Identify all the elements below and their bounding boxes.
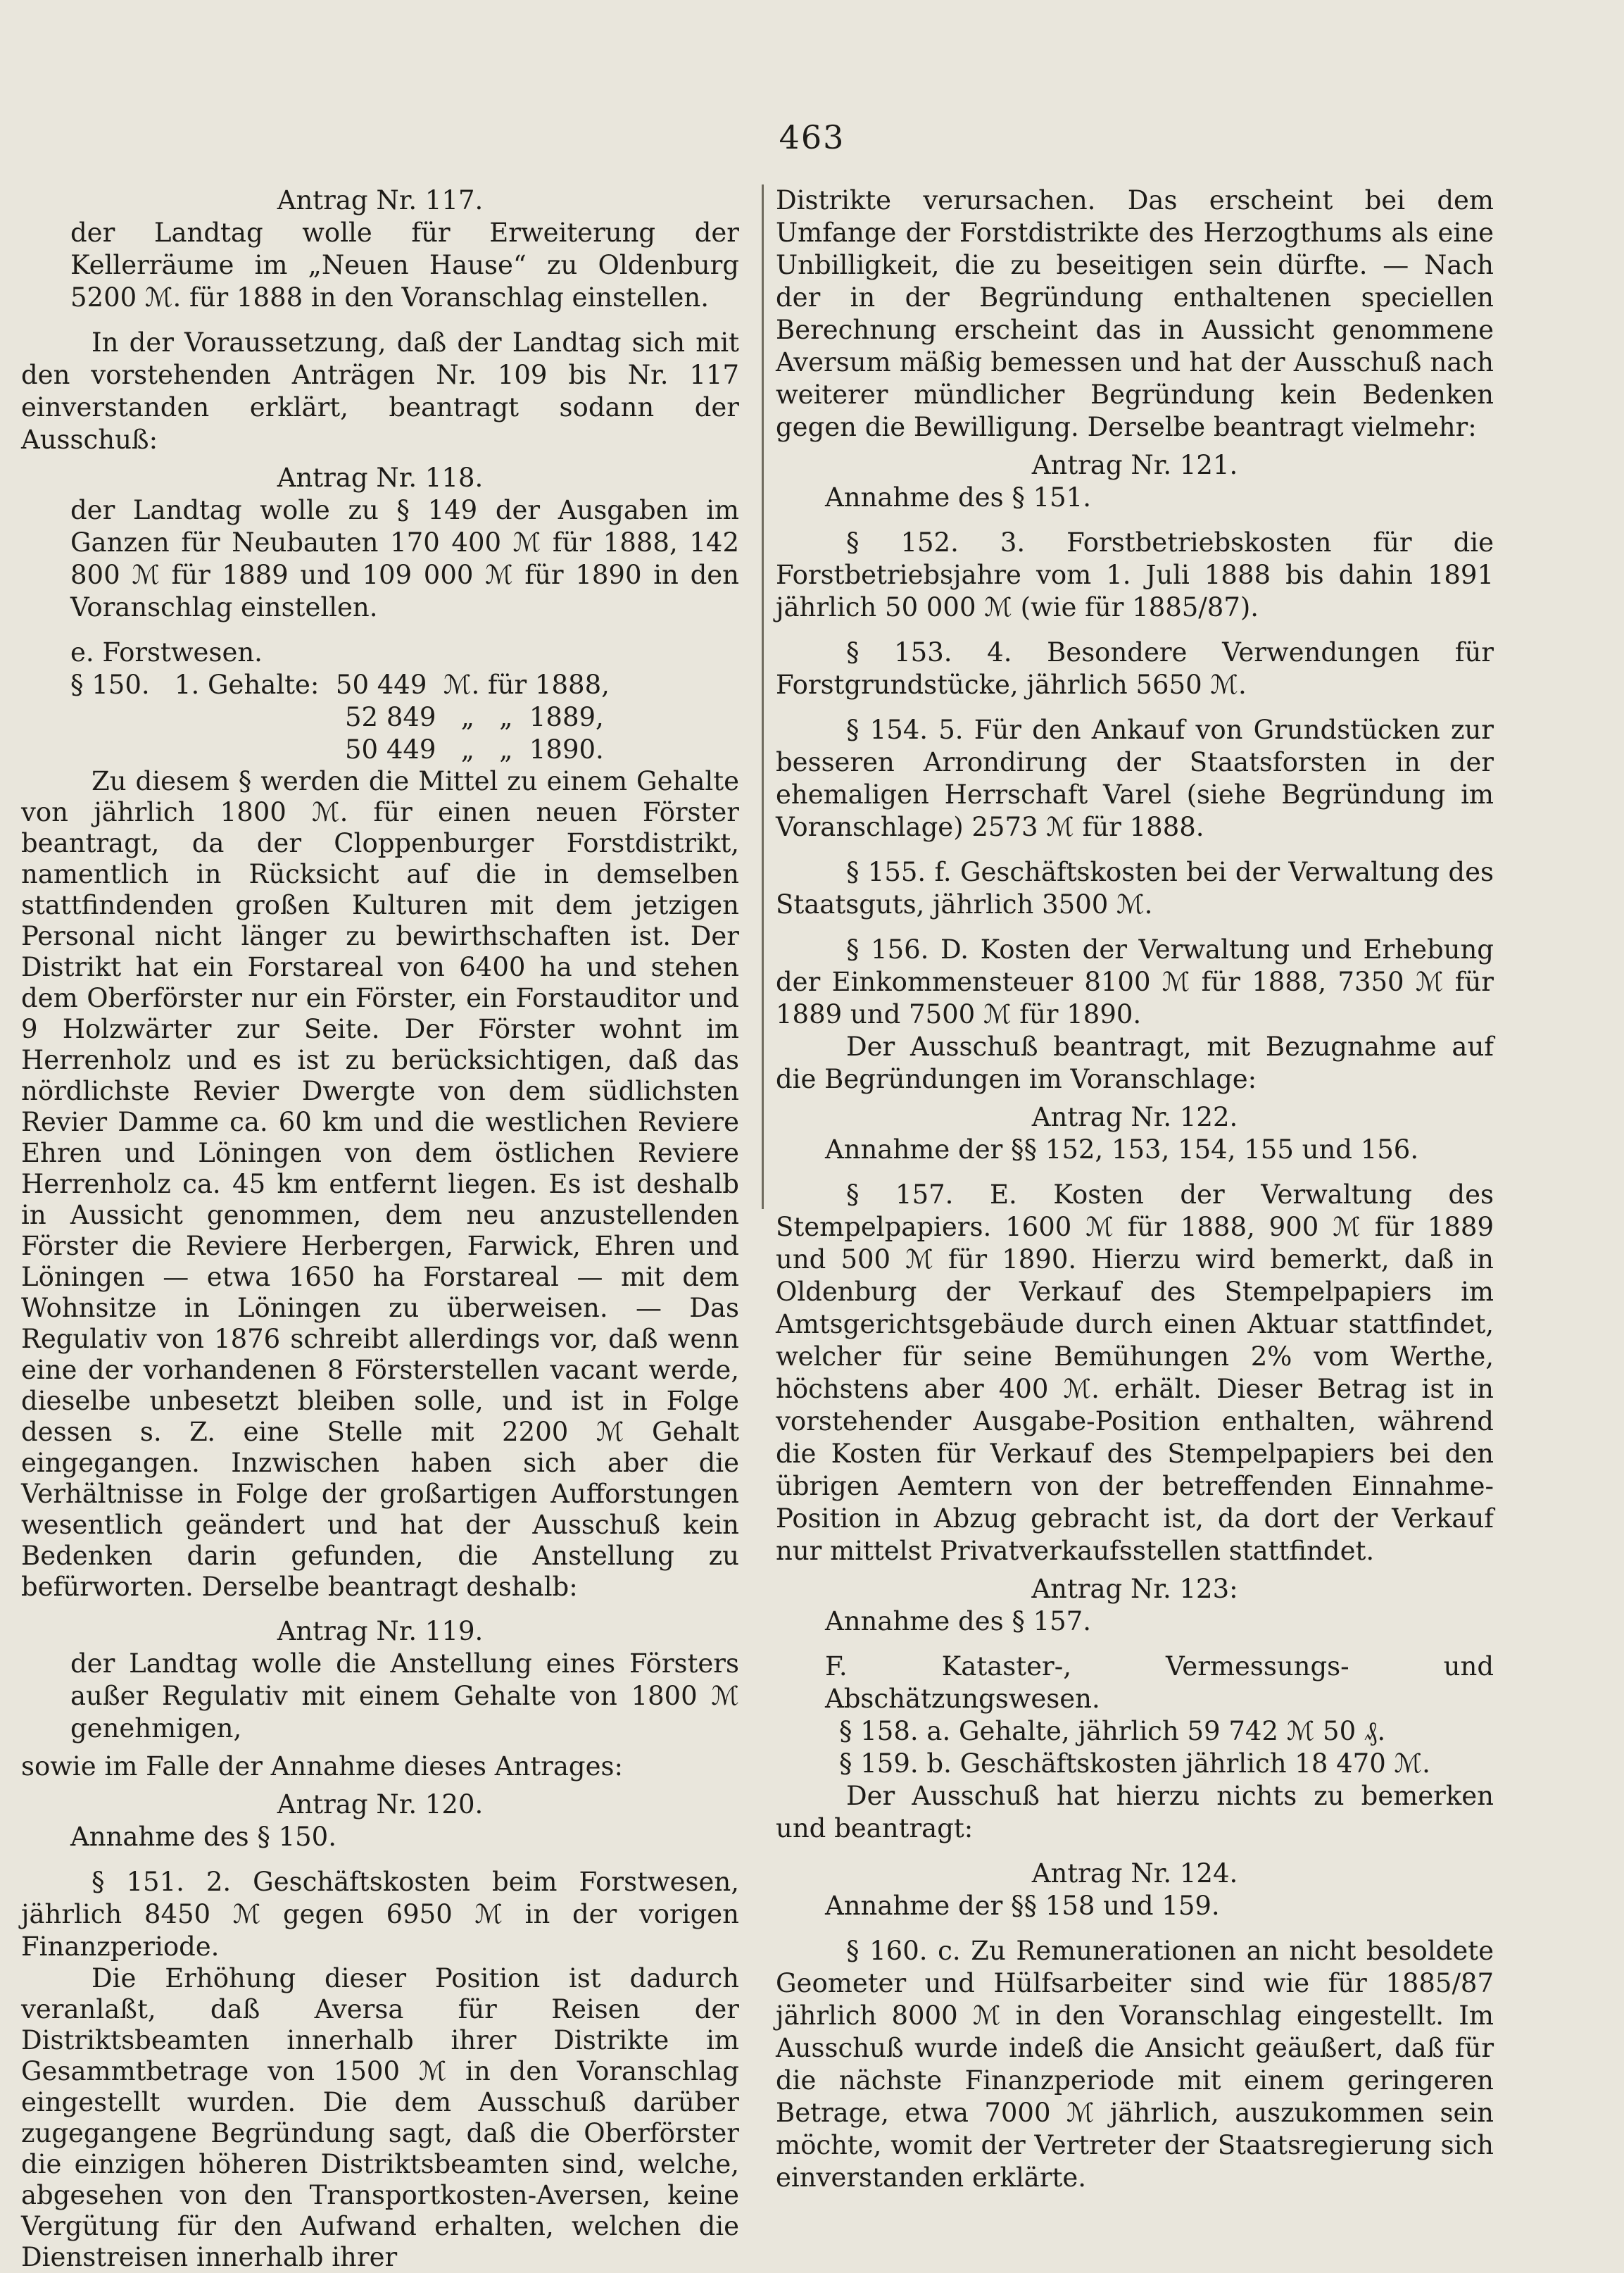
section-heading-forstwesen: e. Forstwesen.	[70, 637, 263, 668]
annahme-158-159: Annahme der §§ 158 und 159.	[825, 1891, 1220, 1921]
antrag-118-heading: Antrag Nr. 118.	[277, 463, 484, 493]
column-divider	[762, 184, 764, 1209]
section-151: § 151. 2. Geschäftskosten beim Forstwesen, jährlich 8450 ℳ gegen 6950 ℳ in der vorigen Finanzperiode.	[21, 1867, 739, 1962]
antrag-119-heading: Antrag Nr. 119.	[277, 1616, 484, 1646]
section-160: § 160. c. Zu Remunerationen an nicht besoldete Geometer und Hülfsarbeiter sind wie für 1885/87 jährlich 8000 ℳ in den Voranschlag eingestellt. Im Ausschuß wurde indeß die Ansicht geäußert, daß für die nächste Finanzperiode mit einem geringeren Betrage, etwa 7000 ℳ jährlich, auszukommen sein möchte, womit der Vertreter der Staatsregierung sich einverstanden erklärte.	[776, 1936, 1494, 2193]
right-column	[776, 184, 1494, 2194]
antrag-118-text: der Landtag wolle zu § 149 der Ausgaben im Ganzen für Neubauten 170 400 ℳ für 1888, 142 800 ℳ für 1889 und 109 000 ℳ für 1890 in den Voranschlag einstellen.	[70, 495, 739, 622]
s150-line-1: § 150. 1. Gehalte: 50 449 ℳ. für 1888,	[70, 670, 610, 700]
paragraph-ausschuss-122: Der Ausschuß beantragt, mit Bezugnahme auf die Begründungen im Voranschlage:	[776, 1032, 1494, 1094]
section-152: § 152. 3. Forstbetriebskosten für die Forstbetriebsjahre vom 1. Juli 1888 bis dahin 1891 jährlich 50 000 ℳ (wie für 1885/87).	[776, 527, 1494, 622]
section-154: § 154. 5. Für den Ankauf von Grundstücken zur besseren Arrondirung der Staatsforsten in der ehemaligen Herrschaft Varel (siehe Begründung im Voranschlage) 2573 ℳ für 1888.	[776, 715, 1494, 842]
section-159: § 159. b. Geschäftskosten jährlich 18 470 ℳ.	[839, 1748, 1430, 1779]
annahme-157: Annahme des § 157.	[825, 1606, 1091, 1636]
antrag-124-heading: Antrag Nr. 124.	[1031, 1858, 1238, 1889]
antrag-117-heading: Antrag Nr. 117.	[277, 185, 484, 215]
annahme-150: Annahme des § 150.	[70, 1822, 336, 1852]
section-heading-kataster: F. Kataster-, Vermessungs- und Abschätzungswesen.	[825, 1651, 1494, 1714]
section-158: § 158. a. Gehalte, jährlich 59 742 ℳ 50 ₰.	[839, 1716, 1386, 1746]
antrag-120-heading: Antrag Nr. 120.	[277, 1789, 484, 1820]
paragraph-151: Die Erhöhung dieser Position ist dadurch veranlaßt, daß Aversa für Reisen der Distriktsbeamten innerhalb ihrer Distrikte im Gesammtbetrage von 1500 ℳ in den Voranschlag eingestellt wurden. Die dem Ausschuß darüber zugegangene Begründung sagt, daß die Oberförster die einzigen höheren Distriktsbeamten sind, welche, abgesehen von den Transportkosten-Aversen, keine Vergütung für den Aufwand erhalten, welchen die Dienstreisen innerhalb ihrer	[21, 1963, 739, 2272]
antrag-119-text: der Landtag wolle die Anstellung eines Försters außer Regulativ mit einem Gehalte von 1800 ℳ genehmigen,	[70, 1648, 739, 1743]
annahme-152-156: Annahme der §§ 152, 153, 154, 155 und 156.	[825, 1134, 1419, 1165]
section-157: § 157. E. Kosten der Verwaltung des Stempelpapiers. 1600 ℳ für 1888, 900 ℳ für 1889 und 500 ℳ für 1890. Hierzu wird bemerkt, daß in Oldenburg der Verkauf des Stempelpapiers im Amtsgerichtsgebäude durch einen Aktuar stattfindet, welcher für seine Bemühungen 2% vom Werthe, höchstens aber 400 ℳ. erhält. Dieser Betrag ist in vorstehender Ausgabe-Position enthalten, während die Kosten für Verkauf des Stempelpapiers bei den übrigen Aemtern von der betreffenden Einnahme-Position in Abzug gebracht ist, da dort der Verkauf nur mittelst Privatverkaufsstellen stattfindet.	[776, 1179, 1494, 1566]
antrag-117-text: der Landtag wolle für Erweiterung der Kellerräume im „Neuen Hause“ zu Oldenburg 5200 ℳ. für 1888 in den Voranschlag einstellen.	[70, 218, 739, 313]
paragraph-sowie: sowie im Falle der Annahme dieses Antrages:	[21, 1751, 623, 1782]
s150-line-2: 52 849 „ „ 1889,	[345, 702, 604, 732]
s150-line-3: 50 449 „ „ 1890.	[345, 734, 604, 765]
annahme-151: Annahme des § 151.	[825, 482, 1091, 513]
section-156: § 156. D. Kosten der Verwaltung und Erhebung der Einkommensteuer 8100 ℳ für 1888, 7350 ℳ für 1889 und 7500 ℳ für 1890.	[776, 934, 1494, 1029]
antrag-123-heading: Antrag Nr. 123:	[1031, 1574, 1238, 1604]
paragraph-150: Zu diesem § werden die Mittel zu einem Gehalte von jährlich 1800 ℳ. für einen neuen Förster beantragt, da der Cloppenburger Forstdistrikt, namentlich in Rücksicht auf die in demselben stattfindenden großen Kulturen mit dem jetzigen Personal nicht länger zu bewirthschaften ist. Der Distrikt hat ein Forstareal von 6400 ha und stehen dem Oberförster nur ein Förster, ein Forstauditor und 9 Holzwärter zur Seite. Der Förster wohnt im Herrenholz und es ist zu berücksichtigen, daß das nördlichste Revier Dwergte von dem südlichsten Revier Damme ca. 60 km und die westlichen Reviere Ehren und Löningen von dem östlichen Reviere Herrenholz ca. 45 km entfernt liegen. Es ist deshalb in Aussicht genommen, dem neu anzustellenden Förster die Reviere Herbergen, Farwick, Ehren und Löningen — etwa 1650 ha Forstareal — mit dem Wohnsitze in Löningen zu überweisen. — Das Regulativ von 1876 schreibt allerdings vor, daß wenn eine der vorhandenen 8 Försterstellen vacant werde, dieselbe unbesetzt bleiben solle, und ist in Folge dessen s. Z. eine Stelle mit 2200 ℳ Gehalt eingegangen. Inzwischen haben sich aber die Verhältnisse in Folge der großartigen Aufforstungen wesentlich geändert und hat der Ausschuß kein Bedenken darin gefunden, die Anstellung zu befürworten. Derselbe beantragt deshalb:	[21, 766, 739, 1602]
antrag-122-heading: Antrag Nr. 122.	[1031, 1102, 1238, 1132]
paragraph-ausschuss-124: Der Ausschuß hat hierzu nichts zu bemerken und beantragt:	[776, 1781, 1494, 1843]
antrag-121-heading: Antrag Nr. 121.	[1031, 450, 1238, 480]
paragraph-voraussetzung: In der Voraussetzung, daß der Landtag sich mit den vorstehenden Anträgen Nr. 109 bis Nr. 117 einverstanden erklärt, beantragt sodann der Ausschuß:	[21, 327, 739, 455]
page-number: 463	[779, 118, 845, 156]
section-155: § 155. f. Geschäftskosten bei der Verwaltung des Staatsguts, jährlich 3500 ℳ.	[776, 857, 1494, 920]
left-column	[21, 184, 739, 2273]
paragraph-continuation: Distrikte verursachen. Das erscheint bei dem Umfange der Forstdistrikte des Herzogthums als eine Unbilligkeit, die zu beseitigen sein dürfte. — Nach der in der Begründung enthaltenen speciellen Berechnung erscheint das in Aussicht genommene Aversum mäßig bemessen und hat der Ausschuß nach weiterer mündlicher Begründung kein Bedenken gegen die Bewilligung. Derselbe beantragt vielmehr:	[776, 185, 1494, 442]
section-153: § 153. 4. Besondere Verwendungen für Forstgrundstücke, jährlich 5650 ℳ.	[776, 637, 1494, 700]
